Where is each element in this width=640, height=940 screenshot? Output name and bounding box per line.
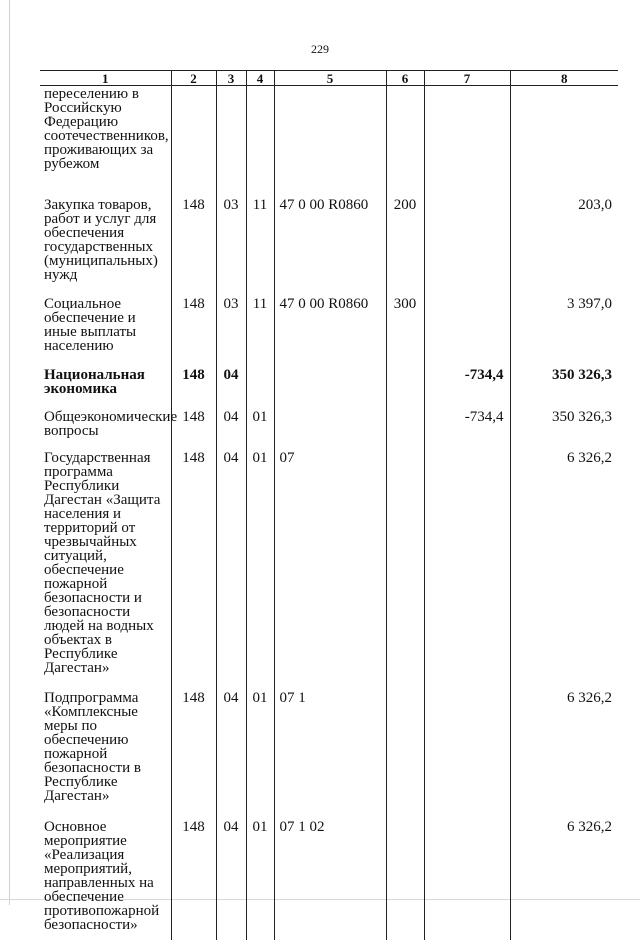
cell-col2: 148 xyxy=(171,282,216,353)
row-name: Закупка товаров, работ и услуг для обеспечения государственных (муниципальных) нужд xyxy=(44,197,158,283)
row-name: Национальная экономика xyxy=(44,367,145,397)
cell-col7 xyxy=(424,803,510,940)
budget-table xyxy=(40,70,618,940)
column-header: 2 xyxy=(171,71,216,86)
cell-col5: 07 1 02 xyxy=(274,803,386,940)
cell-col4: 11 xyxy=(246,183,274,282)
cell-col6 xyxy=(386,86,424,184)
cell-col4: 01 xyxy=(246,803,274,940)
column-header: 7 xyxy=(424,71,510,86)
cell-col7 xyxy=(424,438,510,675)
table-row xyxy=(40,353,618,396)
cell-col5: 07 1 xyxy=(274,675,386,803)
cell-col6: 200 xyxy=(386,183,424,282)
cell-col7: -734,4 xyxy=(424,396,510,438)
cell-col6: 300 xyxy=(386,282,424,353)
column-header: 8 xyxy=(510,71,618,86)
row-name: Основное мероприятие «Реализация мероприятий, направленных на обеспечение противопожарной безопасности» xyxy=(44,819,160,933)
cell-col4: 01 xyxy=(246,396,274,438)
row-name: Общеэкономические вопросы xyxy=(44,409,178,439)
cell-col2 xyxy=(171,86,216,184)
cell-col4 xyxy=(246,353,274,396)
column-header: 3 xyxy=(216,71,246,86)
cell-col5: 47 0 00 R0860 xyxy=(274,183,386,282)
column-header: 6 xyxy=(386,71,424,86)
table-row xyxy=(40,86,618,184)
cell-col3: 03 xyxy=(216,282,246,353)
cell-col5: 07 xyxy=(274,438,386,675)
cell-col2: 148 xyxy=(171,396,216,438)
cell-col7 xyxy=(424,86,510,184)
cell-col2: 148 xyxy=(171,675,216,803)
row-name: переселению в Российскую Федерацию соотечественников, проживающих за рубежом xyxy=(44,86,169,172)
cell-col3 xyxy=(216,86,246,184)
cell-col7: -734,4 xyxy=(424,353,510,396)
cell-col8: 350 326,3 xyxy=(510,396,618,438)
cell-col3: 03 xyxy=(216,183,246,282)
cell-col5 xyxy=(274,353,386,396)
table-row xyxy=(40,675,618,803)
cell-col7 xyxy=(424,282,510,353)
cell-col5 xyxy=(274,396,386,438)
table-row xyxy=(40,183,618,282)
cell-col3: 04 xyxy=(216,353,246,396)
cell-col5: 47 0 00 R0860 xyxy=(274,282,386,353)
row-name: Государственная программа Республики Дагестан «Защита населения и территорий от чрезвычайных ситуаций, обеспечение пожарной безопасности и безопасности людей на водных объектах в Республике Дагестан» xyxy=(44,450,161,676)
cell-col2: 148 xyxy=(171,183,216,282)
cell-col6 xyxy=(386,396,424,438)
table-header-row xyxy=(40,71,618,86)
cell-col4: 01 xyxy=(246,438,274,675)
cell-col8: 6 326,2 xyxy=(510,803,618,940)
cell-col8: 3 397,0 xyxy=(510,282,618,353)
table-row xyxy=(40,438,618,675)
column-header: 1 xyxy=(40,71,171,86)
cell-col3: 04 xyxy=(216,396,246,438)
column-header: 5 xyxy=(274,71,386,86)
cell-col8 xyxy=(510,86,618,184)
cell-col3: 04 xyxy=(216,803,246,940)
table-row xyxy=(40,396,618,438)
cell-col3: 04 xyxy=(216,438,246,675)
cell-col7 xyxy=(424,675,510,803)
cell-col6 xyxy=(386,803,424,940)
cell-col4: 01 xyxy=(246,675,274,803)
column-header: 4 xyxy=(246,71,274,86)
table-row xyxy=(40,803,618,940)
table-row xyxy=(40,282,618,353)
cell-col6 xyxy=(386,675,424,803)
cell-col8: 203,0 xyxy=(510,183,618,282)
cell-col6 xyxy=(386,438,424,675)
cell-col2: 148 xyxy=(171,353,216,396)
cell-col8: 6 326,2 xyxy=(510,438,618,675)
scan-edge-left xyxy=(9,0,10,905)
cell-col4: 11 xyxy=(246,282,274,353)
page-number: 229 xyxy=(311,42,329,56)
cell-col6 xyxy=(386,353,424,396)
cell-col8: 350 326,3 xyxy=(510,353,618,396)
row-name: Подпрограмма «Комплексные меры по обеспечению пожарной безопасности в Республике Дагестан» xyxy=(44,690,141,804)
cell-col7 xyxy=(424,183,510,282)
cell-col8: 6 326,2 xyxy=(510,675,618,803)
cell-col2: 148 xyxy=(171,803,216,940)
row-name: Социальное обеспечение и иные выплаты населению xyxy=(44,296,137,354)
cell-col5 xyxy=(274,86,386,184)
cell-col2: 148 xyxy=(171,438,216,675)
cell-col3: 04 xyxy=(216,675,246,803)
cell-col4 xyxy=(246,86,274,184)
